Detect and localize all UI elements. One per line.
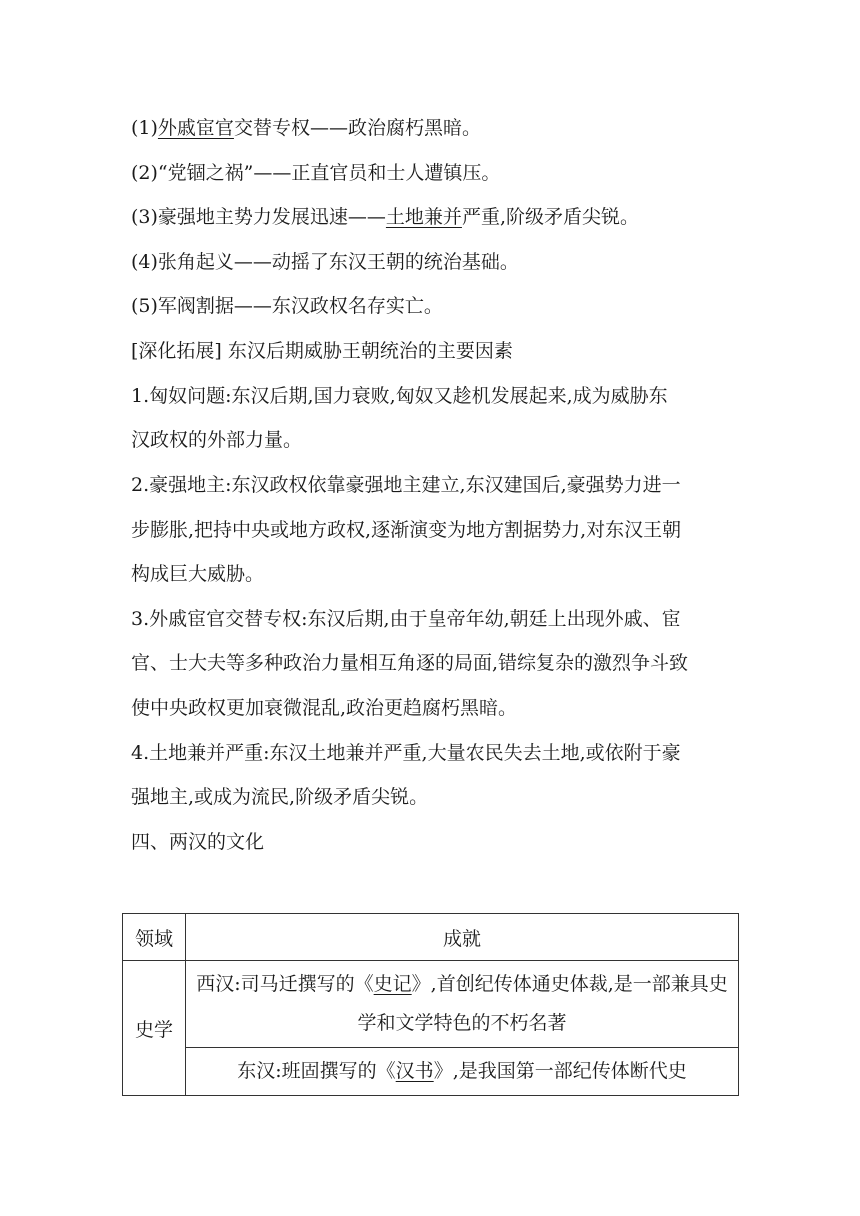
- header-domain: 领域: [123, 914, 186, 961]
- deepen-item-4-line: 强地主,或成为流民,阶级矛盾尖锐。: [131, 786, 429, 808]
- point-3: [131, 205, 639, 229]
- deepen-item-3-line: 官、士大夫等多种政治力量相互角逐的局面,错综复杂的激烈争斗致: [131, 652, 689, 674]
- point-1: [131, 116, 481, 140]
- deepen-item-4-line: 4.土地兼并严重:东汉土地兼并严重,大量农民失去土地,或依附于豪: [131, 742, 681, 764]
- deepen-item-2-line: 2.豪强地主:东汉政权依靠豪强地主建立,东汉建国后,豪强势力进一: [131, 474, 681, 496]
- point-text: 严重,阶级矛盾尖锐。: [461, 206, 639, 228]
- point-number: (2): [131, 162, 158, 184]
- table-header-row: [123, 914, 739, 961]
- culture-table: [122, 913, 739, 1096]
- deepen-item-3-line: 3.外戚宦官交替专权:东汉后期,由于皇帝年幼,朝廷上出现外戚、宦: [131, 608, 681, 630]
- section-heading: 四、两汉的文化: [131, 831, 265, 853]
- deepen-heading: [131, 339, 513, 363]
- book-title: 汉书: [395, 1060, 434, 1082]
- table-row: [123, 1048, 739, 1096]
- deepen-item-1-line: 汉政权的外部力量。: [131, 429, 303, 451]
- deepen-item-1-line: 1.匈奴问题:东汉后期,国力衰败,匈奴又趁机发展起来,成为威胁东: [131, 385, 668, 407]
- deepen-item-2-line: 构成巨大威胁。: [131, 563, 265, 585]
- deepen-tag: [深化拓展]: [131, 340, 222, 362]
- key-term: 外戚宦官: [157, 117, 234, 139]
- point-text: 交替专权——政治腐朽黑暗。: [233, 117, 481, 139]
- point-text: (3)豪强地主势力发展迅速——: [131, 206, 386, 228]
- point-number: (1): [131, 117, 158, 139]
- key-term: 土地兼并: [385, 206, 462, 228]
- point-text: 张角起义——动摇了东汉王朝的统治基础。: [157, 251, 519, 273]
- deepen-item-2-line: 步膨胀,把持中央或地方政权,逐渐演变为地方割据势力,对东汉王朝: [131, 519, 682, 541]
- header-achievement: 成就: [186, 914, 739, 961]
- point-text: “党锢之祸”——正直官员和士人遭镇压。: [157, 162, 501, 184]
- domain-cell: 史学: [123, 961, 186, 1096]
- achievement-cell: 东汉:班固撰写的《汉书》,是我国第一部纪传体断代史: [186, 1048, 739, 1096]
- point-5: [131, 294, 443, 318]
- achievement-cell: 西汉:司马迁撰写的《史记》,首创纪传体通史体裁,是一部兼具史学和文学特色的不朽名著: [186, 961, 739, 1048]
- point-4: [131, 250, 519, 274]
- point-2: [131, 161, 500, 185]
- book-title: 史记: [373, 973, 412, 995]
- point-number: (4): [131, 251, 158, 273]
- point-number: (5): [131, 295, 158, 317]
- deepen-item-3-line: 使中央政权更加衰微混乱,政治更趋腐朽黑暗。: [131, 697, 518, 719]
- point-text: 军阀割据——东汉政权名存实亡。: [157, 295, 443, 317]
- table-row: [123, 961, 739, 1048]
- deepen-title: 东汉后期威胁王朝统治的主要因素: [227, 340, 513, 362]
